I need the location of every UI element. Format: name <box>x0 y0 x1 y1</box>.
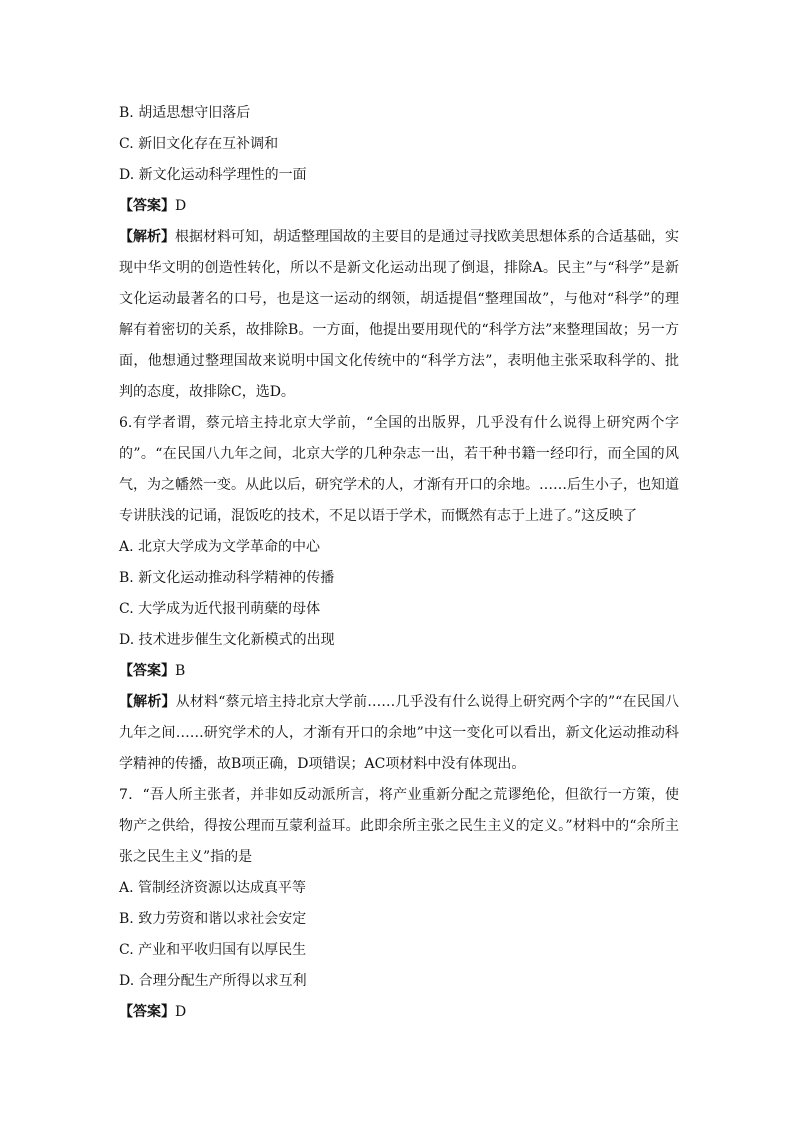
q5-option-b: B. 胡适思想守旧落后 <box>119 105 251 121</box>
answer-tag: 【答案】 <box>119 663 175 679</box>
q7-option-d: D. 合理分配生产所得以求互利 <box>119 973 307 989</box>
answer-value: D <box>175 198 187 214</box>
analysis-text: 从材料“蔡元培主持北京大学前……几乎没有什么说得上研究两个字的”“在民国八九年之间……研究学术的人，才渐有开口的余地”中这一变化可以看出，新文化运动推动科学精神的传播，故B项正确，D项错误；AC项材料中没有体现出。 <box>119 694 679 772</box>
q6-option-b: B. 新文化运动推动科学精神的传播 <box>119 570 335 586</box>
q7-answer <box>119 997 679 1028</box>
analysis-tag: 【解析】 <box>119 694 176 710</box>
answer-tag: 【答案】 <box>119 198 175 214</box>
document-page <box>119 98 679 1028</box>
q7-option-a: A. 管制经济资源以达成真平等 <box>119 880 307 896</box>
q5-option-c: C. 新旧文化存在互补调和 <box>119 136 279 152</box>
q7-option-b: B. 致力劳资和谐以求社会安定 <box>119 911 307 927</box>
q6-stem: 6.有学者谓，蔡元培主持北京大学前，“全国的出版界，几乎没有什么说得上研究两个字的”。“在民国八九年之间，北京大学的几种杂志一出，若干种书籍一经印行，而全国的风气，为之幡然一变。从此以后，研究学术的人，才渐有开口的余地。……后生小子，也知道专讲肤浅的记诵，混饭吃的技术，不足以语于学术，而慨然有志于上进了。”这反映了 <box>119 415 679 524</box>
q6-answer <box>119 656 679 687</box>
q7-option-c: C. 产业和平收归国有以厚民生 <box>119 942 307 958</box>
q6-option-c: C. 大学成为近代报刊萌蘖的母体 <box>119 601 321 617</box>
q7-stem: 7．“吾人所主张者，并非如反动派所言，将产业重新分配之荒谬绝伦，但欲行一方策，使物产之供给，得按公理而互蒙利益耳。此即余所主张之民生主义的定义。”材料中的“余所主张之民生主义”指的是 <box>119 787 679 865</box>
answer-value: D <box>175 1004 187 1020</box>
q6-option-d: D. 技术进步催生文化新模式的出现 <box>119 632 335 648</box>
q6-analysis <box>119 687 679 780</box>
answer-tag: 【答案】 <box>119 1004 175 1020</box>
analysis-tag: 【解析】 <box>119 229 175 245</box>
q5-answer <box>119 191 679 222</box>
analysis-text: 根据材料可知，胡适整理国故的主要目的是通过寻找欧美思想体系的合适基础，实现中华文明的创造性转化，所以不是新文化运动出现了倒退，排除A。民主”与“科学”是新文化运动最著名的口号，也是这一运动的纲领，胡适提倡“整理国故”，与他对“科学”的理解有着密切的关系，故排除B。一方面，他提出要用现代的“科学方法”来整理国故；另一方面，他想通过整理国故来说明中国文化传统中的“科学方法”，表明他主张采取科学的、批判的态度，故排除C，选D。 <box>119 229 679 400</box>
q6-option-a: A. 北京大学成为文学革命的中心 <box>119 539 321 555</box>
q5-analysis <box>119 222 679 408</box>
answer-value: B <box>175 663 186 679</box>
q5-option-d: D. 新文化运动科学理性的一面 <box>119 167 307 183</box>
